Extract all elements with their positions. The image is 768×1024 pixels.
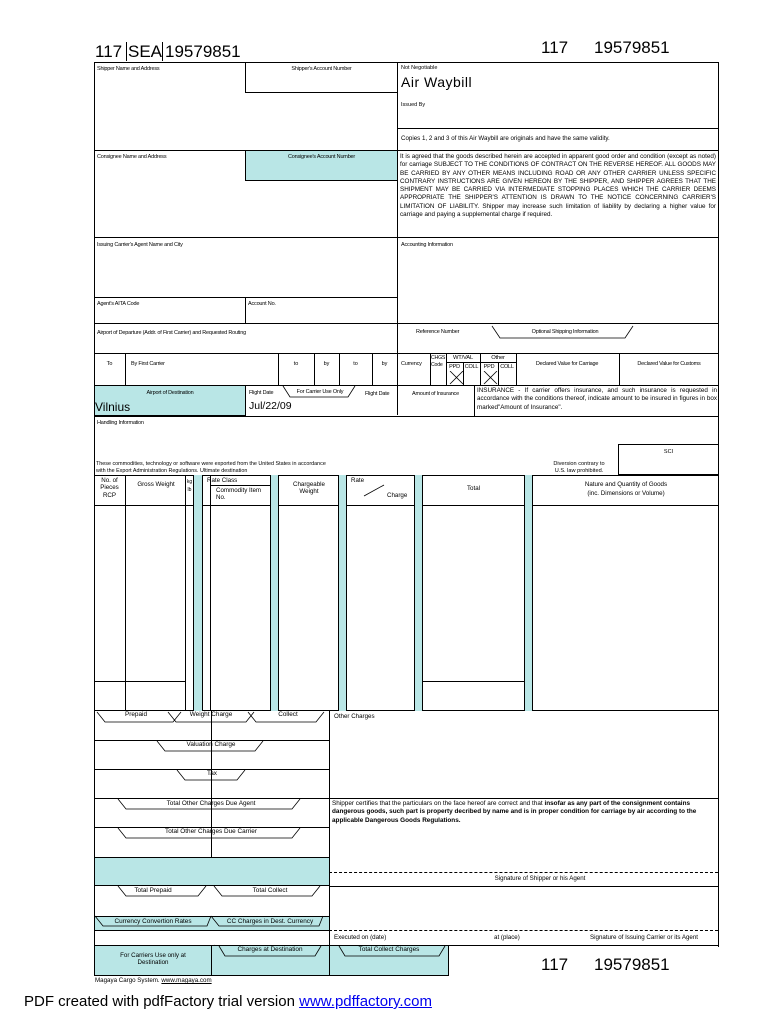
nature-header: Nature and Quantity of Goods	[584, 481, 668, 488]
sci-label: SCI	[663, 449, 674, 455]
export-note: These commodities, technology or software were exported from the United States in accordance with the Export Administration Regulations. Ultimate destination	[96, 461, 326, 474]
consignee-account-label: Consignee's Account Number	[287, 154, 356, 160]
total-other-agent-label: Total Other Charges Due Agent	[166, 800, 256, 807]
declared-customs-label: Declared Value for Customs	[637, 361, 701, 367]
column-spacer-1	[193, 475, 203, 711]
bottom-serial: 19579851	[594, 955, 670, 974]
copies-note: Copies 1, 2 and 3 of this Air Waybill are originals and have the same validity.	[401, 135, 610, 142]
declared-carriage-label: Declared Value for Carriage	[535, 361, 599, 367]
flight-date-label: Flight Date	[249, 390, 274, 396]
to-label: To	[106, 361, 113, 367]
insurance-amount-label: Amount of Insurance	[412, 391, 459, 397]
flight-date-label-2: Flight Date	[365, 391, 390, 397]
ppd-label-1: PPD	[449, 364, 460, 370]
destination-label: Airport of Destination	[146, 390, 194, 396]
handling-label: Handling Information	[97, 420, 144, 426]
iata-label: Agent's AITA Code	[97, 301, 140, 307]
currency-conversion-label: Currency Convertion Rates	[114, 918, 192, 925]
gross-weight-header: Gross Weight	[137, 481, 175, 488]
pdf-factory-link[interactable]: www.pdffactory.com	[299, 993, 432, 1010]
magaya-credit	[95, 977, 212, 984]
agent-label: Issuing Carrier's Agent Name and City	[97, 242, 183, 248]
airport-code: SEA	[128, 42, 163, 61]
by-label-3: by	[381, 361, 388, 367]
wtval-cross-marks	[446, 371, 516, 385]
executed-on-label: Executed on (date)	[334, 934, 387, 941]
form-title: Air Waybill	[401, 74, 473, 90]
conditions-text: It is agreed that the goods described herein are accepted in apparent good order and condition (except as noted) for carriage SUBJECT TO THE CONDITIONS OF CONTRACT ON THE REVERSE HEREOF. ALL GOODS MAY BE CARRIED BY ANY OTHER MEANS INCLUDING ROAD OR ANY OTHER CARRIER UNLESS SPECIFIC CONTRARY INSTRUCTIONS ARE GIVEN HEREON BY THE SHIPPER, AND SHIPPER AGREES THAT THE SHIPMENT MAY BE CARRIED VIA INTERMEDIATE STOPPING PLACES WHICH THE CARRIER DEEMS APPROPRIATE THE SHIPPER'S ATTENTION IS DRAWN TO THE NOTICE CONCERNING CARRIER'S LIMITATION OF LIABILITY. Shipper may increase such limitation of liability by declaring a higher value for carriage and paying a supplemental charge if required.	[400, 153, 716, 219]
collect-label: Collect	[278, 711, 298, 718]
to-label-3: to	[353, 361, 358, 367]
shipper-signature-label: Signature of Shipper or his Agent	[494, 875, 586, 882]
cc-charges-label: CC Charges in Dest. Currency	[226, 918, 314, 925]
destination-value: Vilnius	[95, 400, 131, 414]
certification-plain: Shipper certifies that the particulars on the face hereof are correct and that	[332, 800, 545, 807]
chgs-label: CHGS	[431, 355, 446, 361]
awb-serial: 19579851	[165, 42, 241, 61]
first-carrier-label: By First Carrier	[131, 361, 165, 367]
carrier-use-label: For Carrier Use Only	[296, 389, 344, 395]
carrier-signature-label: Signature of Issuing Carrier or its Agent	[590, 934, 698, 941]
currency-label: Currency	[401, 361, 422, 367]
rate-header: Rate	[351, 477, 365, 484]
by-label-2: by	[323, 361, 330, 367]
charges-destination-label: Charges at Destination	[237, 946, 303, 953]
total-other-carrier-label: Total Other Charges Due Carrier	[165, 828, 257, 835]
rate-class-header: Rate Class	[207, 477, 238, 484]
certification-bold: insofar as any part of the consignment contains dangerous goods, such part is property decribed by name and is in proper condition for carriage by air according to the applicable Dangerous Goods Regulations.	[332, 800, 697, 824]
consignee-label: Consignee Name and Address	[97, 154, 167, 160]
shipper-label: Shipper Name and Address	[97, 66, 160, 72]
pieces-header: No. of Pieces RCP	[100, 477, 119, 499]
chargeable-weight-header: Chargeable Weight	[293, 481, 325, 496]
carriers-use-label: For Carriers Use only at Destination	[120, 952, 186, 967]
pdf-note-text: PDF created with pdfFactory trial version	[24, 993, 295, 1010]
wtval-label: WT/VAL	[453, 355, 473, 361]
insurance-text: INSURANCE - If carrier offers insurance, and such insurance is requested in accordance with the conditions thereof, indicate amount to be insured in figures in box marked"Amount of Insurance".	[477, 387, 717, 411]
magaya-link[interactable]: www.magaya.com	[161, 977, 212, 984]
weight-charge-label: Weight Charge	[189, 711, 233, 718]
awb-prefix: 117	[95, 42, 123, 61]
total-header: Total	[466, 485, 481, 492]
pdf-factory-note	[24, 993, 432, 1011]
at-place-label: at (place)	[494, 934, 520, 941]
other-label: Other	[491, 355, 505, 361]
flight-date-value: Jul/22/09	[249, 400, 292, 412]
awb-serial-right: 19579851	[594, 38, 670, 57]
to-label-2: to	[293, 361, 299, 367]
diversion-line-2: U.S. law prohibited.	[554, 468, 604, 474]
departure-label: Airport of Departure (Addr. of First Carrier) and Requested Routing	[97, 330, 246, 336]
ppd-label-2: PPD	[483, 364, 495, 370]
column-spacer-3	[338, 475, 347, 711]
valuation-charge-label: Valuation Charge	[186, 741, 236, 748]
other-charges-label: Other Charges	[334, 713, 375, 720]
column-spacer-5	[524, 475, 533, 711]
dimensions-header: (inc. Dimensions or Volume)	[587, 490, 665, 497]
bottom-prefix: 117	[541, 955, 569, 974]
kg-lb-header: kg lb	[186, 479, 193, 493]
magaya-text: Magaya Cargo System.	[95, 977, 160, 984]
prepaid-label: Prepaid	[124, 711, 148, 718]
coll-label-1: COLL	[464, 364, 479, 370]
reference-label: Reference Number	[416, 329, 460, 335]
charge-header: Charge	[387, 492, 408, 499]
issued-by: Issued By	[401, 102, 426, 108]
accounting-label: Accounting Information	[401, 242, 453, 248]
optional-shipping-label: Optional Shipping Information	[531, 329, 599, 335]
not-negotiable: Not Negotiable	[401, 65, 438, 71]
column-spacer-4	[414, 475, 423, 711]
commodity-header: Commodity Item No.	[216, 487, 262, 502]
total-collect-label: Total Collect	[252, 887, 288, 894]
account-no-label: Account No.	[248, 301, 276, 307]
shipper-account-label: Shipper's Account Number	[291, 66, 352, 72]
code-label: Code	[431, 362, 443, 368]
certification-text	[332, 800, 717, 825]
awb-prefix-right: 117	[541, 38, 569, 57]
column-spacer-2	[270, 475, 279, 711]
rate-charge-slash	[347, 478, 414, 504]
coll-label-2: COLL	[500, 364, 514, 370]
total-prepaid-label: Total Prepaid	[134, 887, 172, 894]
tax-label: Tax	[207, 770, 217, 777]
total-collect-charges-label: Total Collect Charges	[358, 946, 420, 953]
diversion-line-1: Diversion contrary to	[553, 461, 605, 467]
